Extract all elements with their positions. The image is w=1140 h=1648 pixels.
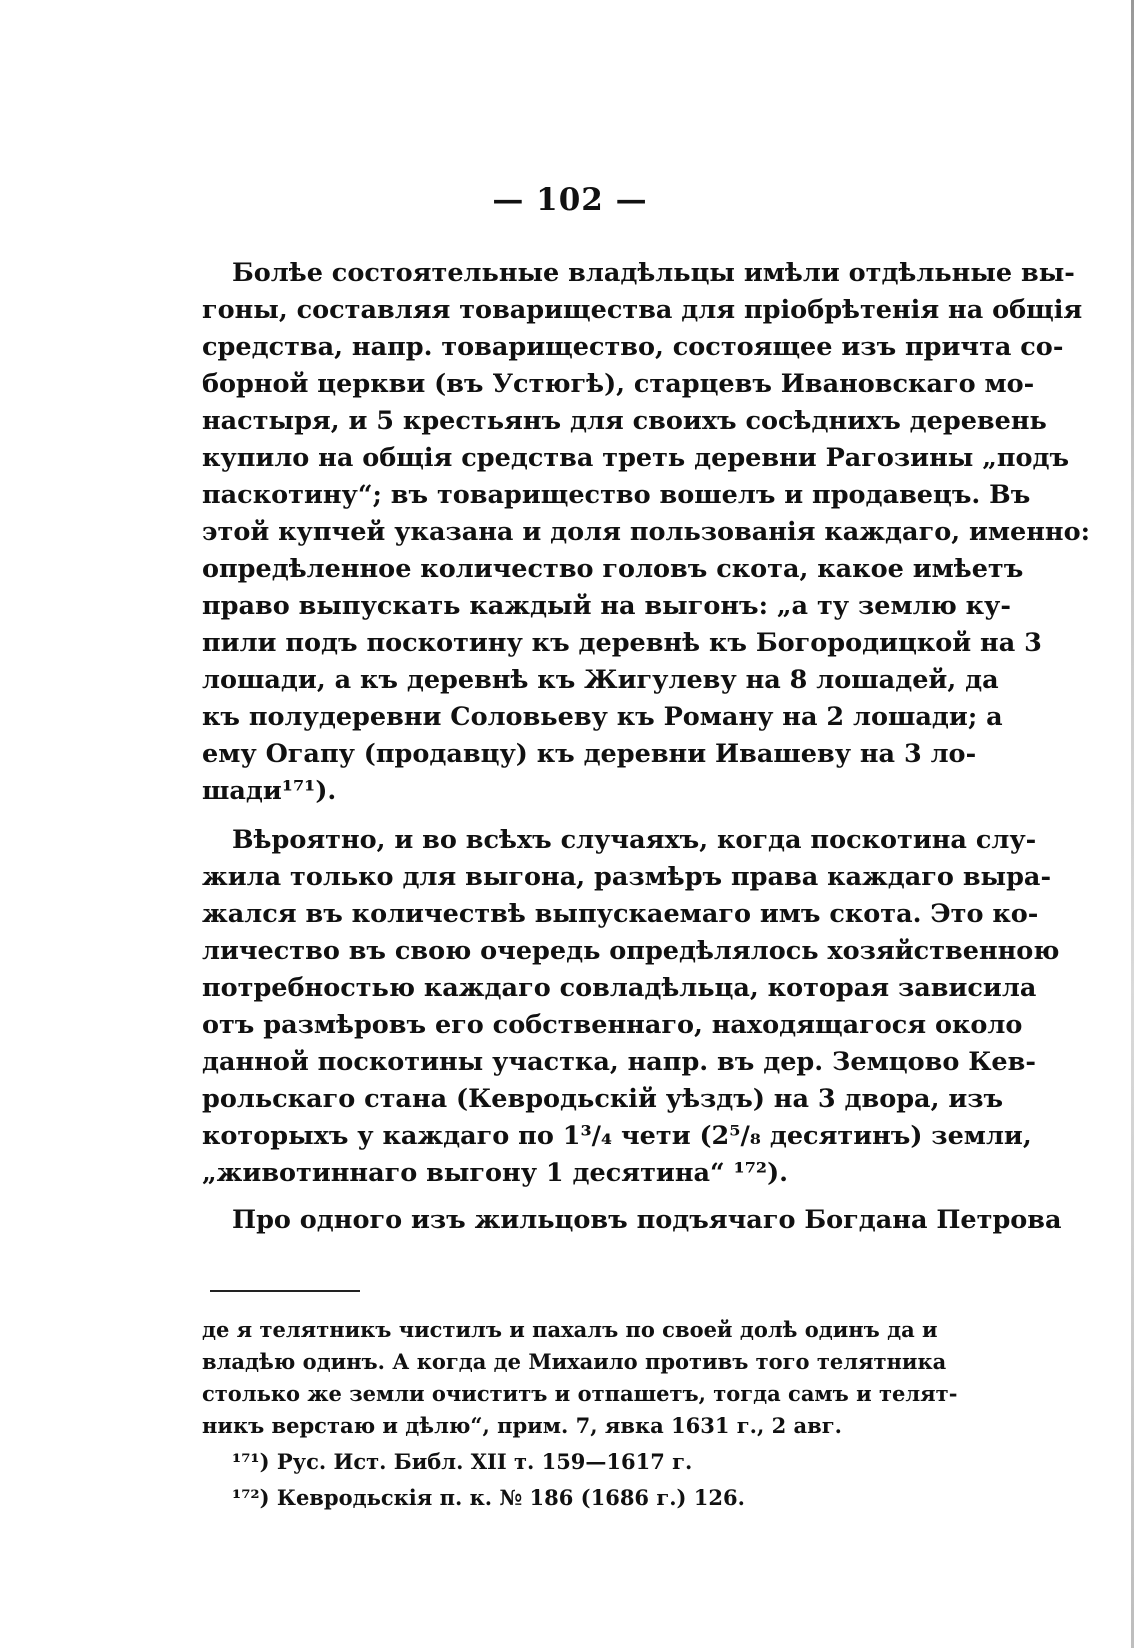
body-line: личество въ свою очередь опредѣлялось хозяйственною (202, 936, 1060, 966)
body-line: Вѣроятно, и во всѣхъ случаяхъ, когда поскотина слу- (232, 825, 1037, 855)
body-line: потребностью каждаго совладѣльца, которая зависила (202, 973, 1037, 1003)
body-line: отъ размѣровъ его собственнаго, находящагося около (202, 1010, 1023, 1040)
body-line: Болѣе состоятельные владѣльцы имѣли отдѣльные вы- (232, 258, 1075, 288)
body-line: средства, напр. товарищество, состоящее изъ причта со- (202, 332, 1064, 362)
body-line: которыхъ у каждаго по 1³/₄ чети (2⁵/₈ десятинъ) земли, (202, 1121, 1032, 1151)
body-line: жался въ количествѣ выпускаемаго имъ скота. Это ко- (202, 899, 1039, 929)
body-line: Про одного изъ жильцовъ подъячаго Богдана Петрова (232, 1205, 1062, 1235)
footnote-172: ¹⁷²) Кевродьскія п. к. № 186 (1686 г.) 126. (232, 1485, 745, 1510)
body-line: купило на общія средства треть деревни Рагозины „подъ (202, 443, 1070, 473)
body-line: этой купчей указана и доля пользованія каждаго, именно: (202, 517, 1091, 547)
body-line: „животиннаго выгону 1 десятина“ ¹⁷²). (202, 1158, 789, 1188)
footnote-line: столько же земли очиститъ и отпашетъ, тогда самъ и телят- (202, 1381, 958, 1406)
page-number: — 102 — (492, 182, 648, 218)
footnote-line: владѣю одинъ. А когда де Михаило противъ того телятника (202, 1349, 947, 1374)
body-line: жила только для выгона, размѣръ права каждаго выра- (202, 862, 1052, 892)
footnote-line: никъ верстаю и дѣлю“, прим. 7, явка 1631 г., 2 авг. (202, 1413, 842, 1438)
body-line: къ полудеревни Соловьеву къ Роману на 2 лошади; а (202, 702, 1003, 732)
body-line: рольскаго стана (Кевродьскій уѣздъ) на 3 двора, изъ (202, 1084, 1004, 1114)
page-edge-shadow (1131, 0, 1134, 1648)
body-line: гоны, составляя товарищества для пріобрѣтенія на общія (202, 295, 1083, 325)
body-line: пили подъ поскотину къ деревнѣ къ Богородицкой на 3 (202, 628, 1042, 658)
body-line: право выпускать каждый на выгонъ: „а ту землю ку- (202, 591, 1011, 621)
body-line: данной поскотины участка, напр. въ дер. Земцово Кев- (202, 1047, 1036, 1077)
body-line: паскотину“; въ товарищество вошелъ и продавецъ. Въ (202, 480, 1031, 510)
body-line: настыря, и 5 крестьянъ для своихъ сосѣднихъ деревень (202, 406, 1047, 436)
body-line: борной церкви (въ Устюгѣ), старцевъ Ивановскаго мо- (202, 369, 1035, 399)
body-line: шади¹⁷¹). (202, 776, 337, 806)
footnote-171: ¹⁷¹) Рус. Ист. Библ. XII т. 159—1617 г. (232, 1449, 693, 1474)
footnote-divider (210, 1290, 360, 1292)
body-line: ему Огапу (продавцу) къ деревни Ивашеву на 3 ло- (202, 739, 977, 769)
body-line: лошади, а къ деревнѣ къ Жигулеву на 8 лошадей, да (202, 665, 999, 695)
body-line: опредѣленное количество головъ скота, какое имѣетъ (202, 554, 1024, 584)
footnote-line: де я телятникъ чистилъ и пахалъ по своей долѣ одинъ да и (202, 1317, 938, 1342)
